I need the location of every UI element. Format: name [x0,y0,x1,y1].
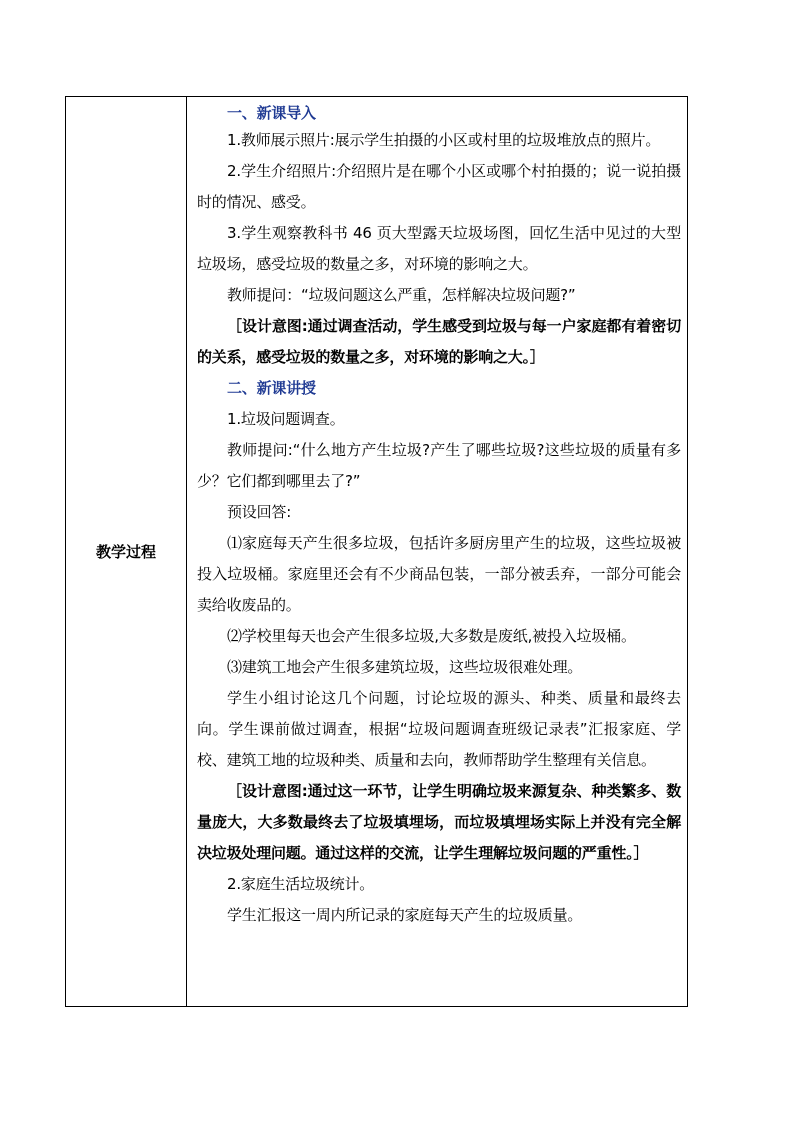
lesson-plan-table [65,96,688,1007]
paragraph: 1.教师展示照片:展示学生拍摄的小区或村里的垃圾堆放点的照片。 [227,131,661,149]
paragraph: 学生小组讨论这几个问题，讨论垃圾的源头、种类、质量和最终去向。学生课前做过调查，根据“垃圾问题调查班级记录表”汇报家庭、学校、建筑工地的垃圾种类、质量和去向，教师帮助学生整理有关信息。 [197,689,681,769]
paragraph: 2.学生介绍照片:介绍照片是在哪个小区或哪个村拍摄的；说一说拍摄时的情况、感受。 [197,162,681,211]
paragraph: ⑴家庭每天产生很多垃圾，包括许多厨房里产生的垃圾，这些垃圾被投入垃圾桶。家庭里还会有不少商品包装，一部分被丢弃，一部分可能会卖给收废品的。 [197,534,681,614]
design-intent: ［设计意图:通过这一环节，让学生明确垃圾来源复杂、种类繁多、数量庞大，大多数最终去了垃圾填埋场，而垃圾填埋场实际上并没有完全解决垃圾处理问题。通过这样的交流，让学生理解垃圾问题的严重性。］ [197,782,681,862]
paragraph: 教师提问：“垃圾问题这么严重，怎样解决垃圾问题?” [227,286,576,304]
design-intent: ［设计意图:通过调查活动，学生感受到垃圾与每一户家庭都有着密切的关系，感受垃圾的数量之多，对环境的影响之大。］ [197,317,681,366]
paragraph: 预设回答: [227,503,292,521]
paragraph: 学生汇报这一周内所记录的家庭每天产生的垃圾质量。 [227,906,583,924]
heading-teaching: 二、新课讲授 [227,379,316,397]
paragraph: ⑵学校里每天也会产生很多垃圾,大多数是废纸,被投入垃圾桶。 [227,627,636,645]
heading-intro: 一、新课导入 [227,104,316,122]
paragraph: 1.垃圾问题调查。 [227,410,345,428]
section-label: 教学过程 [66,97,187,1007]
paragraph: 教师提问:“什么地方产生垃圾?产生了哪些垃圾?这些垃圾的质量有多少？它们都到哪里去了?” [197,441,681,490]
paragraph: 3.学生观察教科书 46 页大型露天垃圾场图，回忆生活中见过的大型垃圾场，感受垃圾的数量之多，对环境的影响之大。 [197,224,681,273]
paragraph: ⑶建筑工地会产生很多建筑垃圾，这些垃圾很难处理。 [227,658,583,676]
section-content [187,97,688,1007]
paragraph: 2.家庭生活垃圾统计。 [227,875,375,893]
table-row [66,97,688,1007]
